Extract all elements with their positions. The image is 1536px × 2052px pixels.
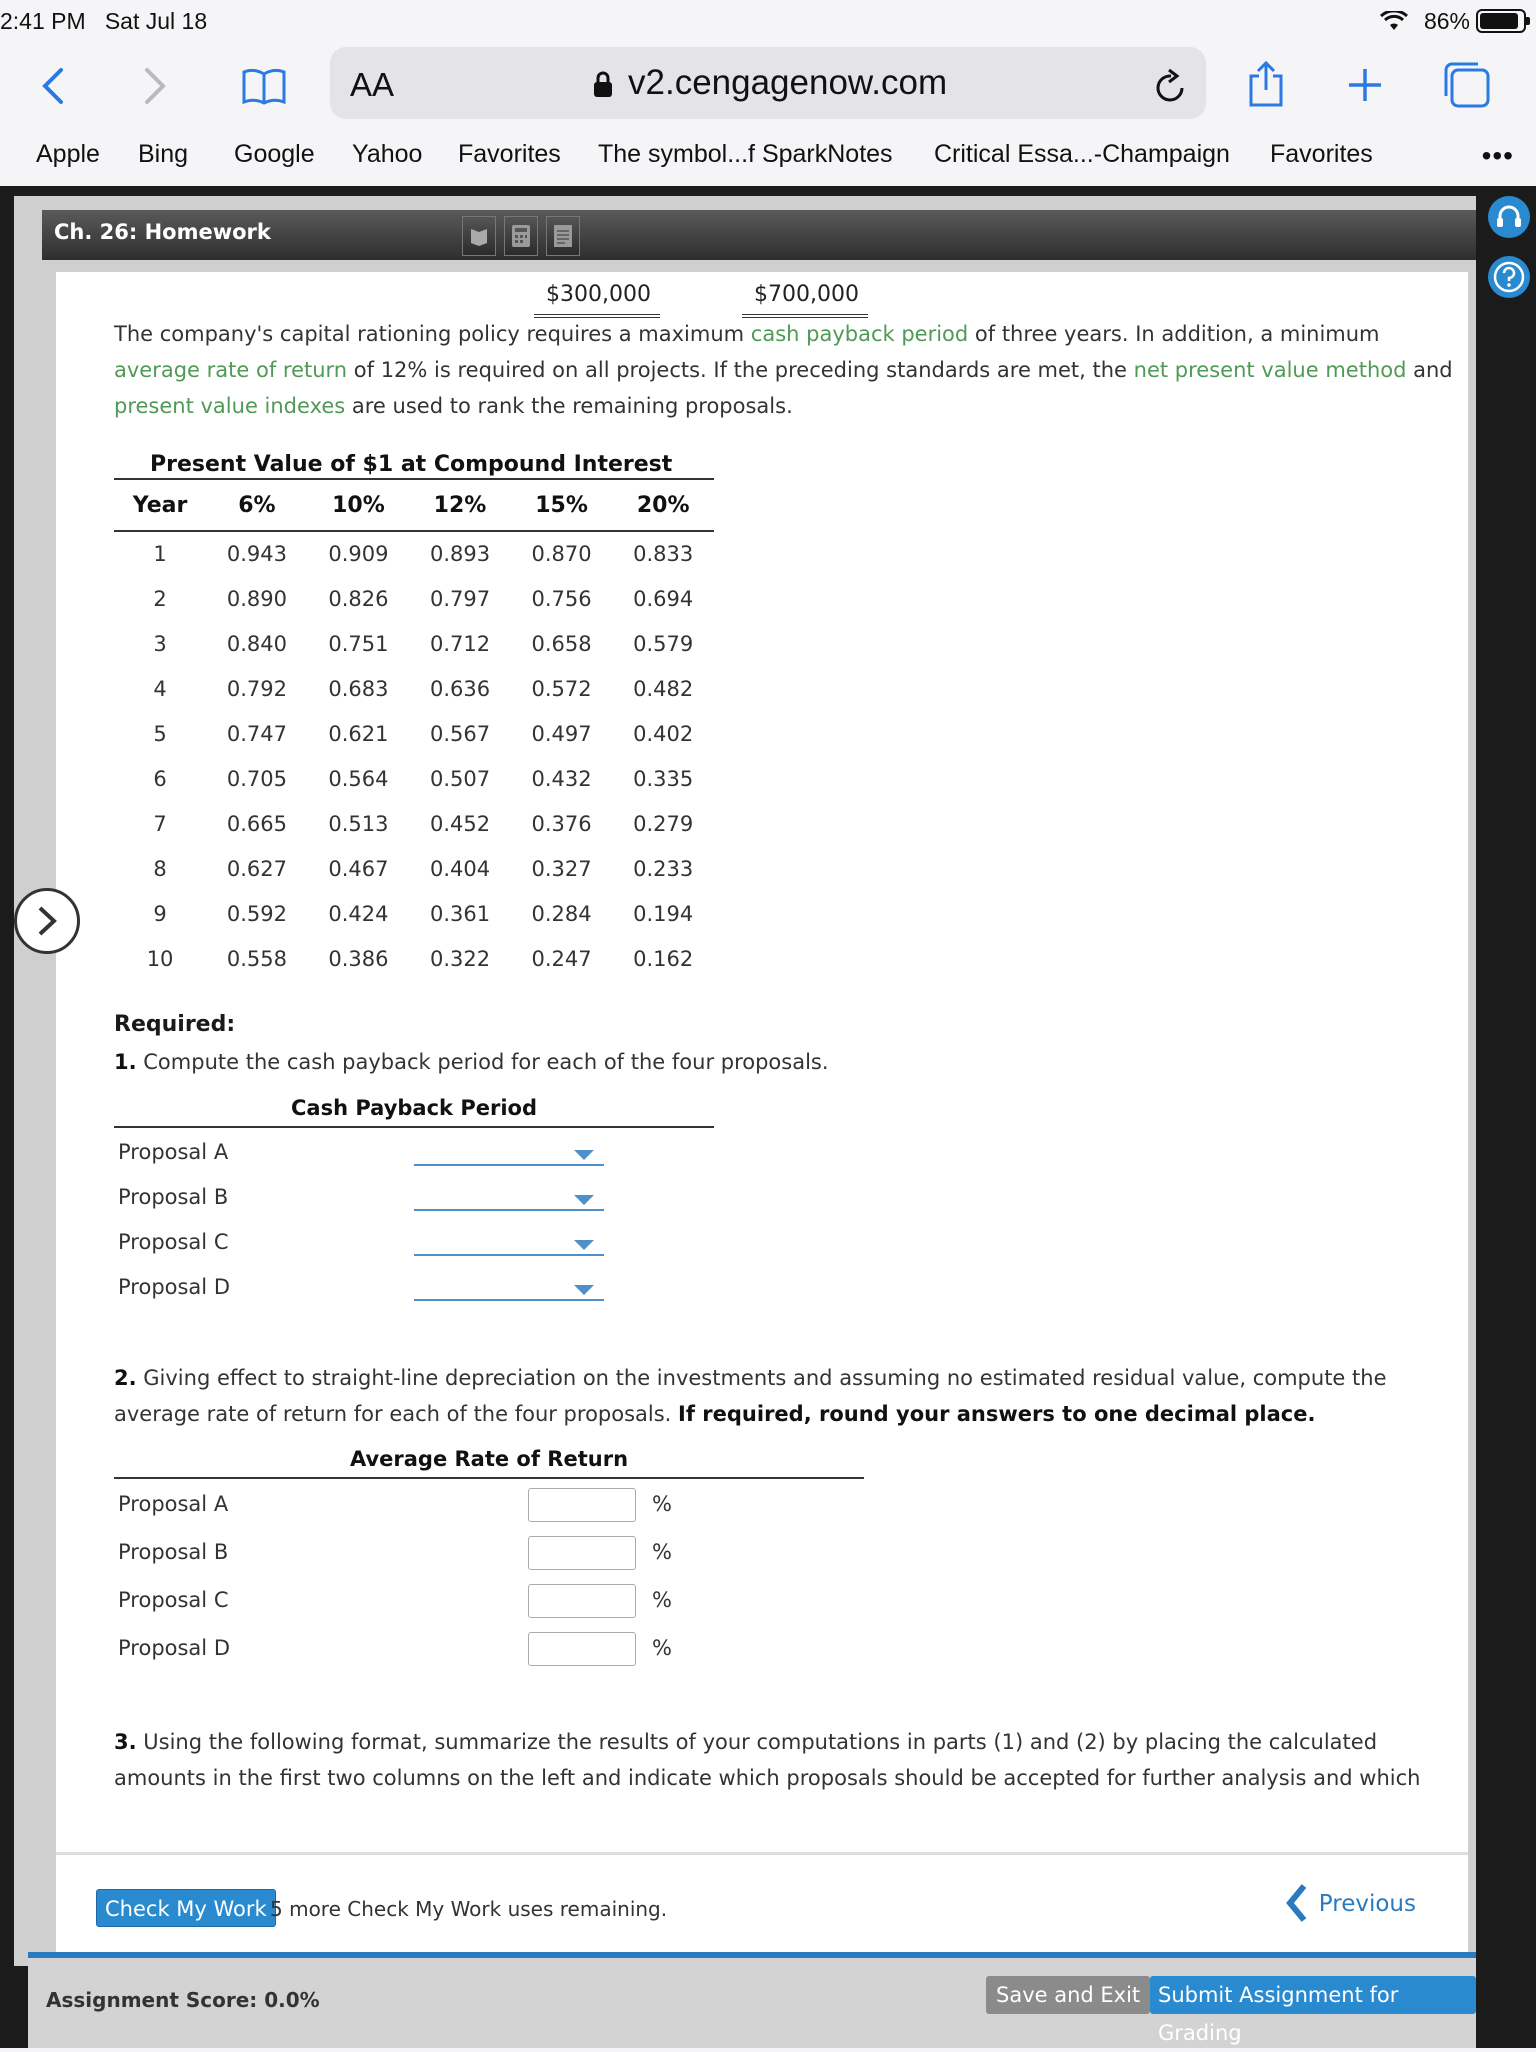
payback-label-a: Proposal A (118, 1140, 229, 1164)
pv-factor-cell: 0.792 (226, 676, 287, 701)
pv-factor-cell: 0.909 (328, 542, 389, 566)
pv-factor-cell: 0.572 (531, 676, 592, 701)
percent-sign: % (652, 1636, 672, 1660)
chevron-down-icon (574, 1285, 594, 1295)
pv-column-header: 20% (612, 479, 714, 531)
battery-icon (1476, 9, 1526, 33)
arr-input-b[interactable] (528, 1536, 636, 1570)
table-row (114, 846, 714, 891)
payback-label-b: Proposal B (118, 1185, 229, 1209)
pv-factor-cell: 0.233 (633, 856, 694, 881)
pv-factor-cell: 0.567 (429, 721, 491, 746)
url-text[interactable]: v2.cengagenow.com (628, 63, 948, 102)
payback-header: Cash Payback Period (291, 1096, 537, 1120)
pv-factor-cell: 0.497 (531, 721, 592, 746)
glossary-link[interactable]: net present value method (1133, 358, 1407, 382)
back-icon[interactable] (30, 62, 78, 110)
arr-input-a[interactable] (528, 1488, 636, 1522)
support-icon[interactable] (1488, 196, 1530, 238)
pv-factor-cell: 0.507 (429, 766, 491, 791)
table-row (114, 711, 714, 756)
pv-table-title: Present Value of $1 at Compound Interest (150, 452, 673, 477)
share-icon[interactable] (1246, 60, 1286, 108)
favorite-favorites-2[interactable]: Favorites (1270, 140, 1373, 168)
pv-factor-cell: 0.751 (328, 631, 389, 656)
notes-icon[interactable] (546, 216, 580, 256)
pv-factor-cell: 0.756 (531, 586, 592, 611)
help-icon[interactable] (1488, 256, 1530, 298)
pv-factor-cell: 0.747 (226, 721, 287, 746)
pv-year-cell: 3 (153, 631, 167, 656)
glossary-link[interactable]: average rate of return (114, 358, 348, 382)
amount-2: $700,000 (754, 282, 859, 307)
table-row (114, 621, 714, 666)
percent-sign: % (652, 1540, 672, 1564)
pv-factor-cell: 0.322 (429, 946, 491, 971)
new-tab-icon[interactable] (1346, 66, 1384, 104)
pv-column-header: 6% (206, 479, 308, 531)
pv-factor-cell: 0.558 (226, 946, 287, 971)
pv-factor-cell: 0.943 (226, 542, 287, 566)
table-row (114, 666, 714, 711)
save-and-exit-button[interactable]: Save and Exit (986, 1976, 1150, 2014)
web-page (0, 186, 1536, 2048)
pv-year-cell: 4 (153, 676, 167, 701)
arr-input-d[interactable] (528, 1632, 636, 1666)
table-row (114, 531, 714, 576)
payback-header-line (114, 1126, 714, 1128)
pv-factor-cell: 0.826 (328, 586, 389, 611)
table-row (114, 801, 714, 846)
pv-year-cell: 6 (153, 766, 167, 791)
pv-year-cell: 1 (153, 542, 167, 566)
required-heading: Required: (114, 1012, 236, 1037)
pv-factor-cell: 0.665 (226, 811, 287, 836)
pv-factor-cell: 0.658 (531, 631, 592, 656)
pv-factor-cell: 0.564 (328, 766, 389, 791)
pv-factor-cell: 0.432 (531, 766, 592, 791)
favorite-apple[interactable]: Apple (36, 140, 100, 168)
favorite-favorites[interactable]: Favorites (458, 140, 561, 168)
pv-factor-cell: 0.467 (328, 856, 389, 881)
tabs-icon[interactable] (1442, 60, 1492, 110)
favorite-bing[interactable]: Bing (138, 140, 189, 168)
favorite-yahoo[interactable]: Yahoo (352, 140, 423, 168)
payback-dropdown-d[interactable] (414, 1277, 604, 1301)
ebook-icon[interactable] (462, 216, 496, 256)
check-my-work-button[interactable]: Check My Work (96, 1889, 276, 1927)
pv-factor-cell: 0.627 (226, 856, 287, 881)
arr-label-a: Proposal A (118, 1492, 229, 1516)
question-1: 1. Compute the cash payback period for each of the four proposals. (114, 1050, 829, 1074)
glossary-link[interactable]: present value indexes (114, 394, 346, 418)
arr-label-c: Proposal C (118, 1588, 229, 1612)
pv-factor-cell: 0.162 (633, 946, 694, 971)
chevron-down-icon (574, 1195, 594, 1205)
arr-label-b: Proposal B (118, 1540, 229, 1564)
pv-factor-cell: 0.893 (429, 542, 491, 566)
favorite-sparknotes[interactable]: The symbol...f SparkNotes (598, 140, 893, 168)
submit-assignment-button[interactable]: Submit Assignment for Grading (1150, 1976, 1476, 2014)
favorite-critical-essays[interactable]: Critical Essa...-Champaign (934, 140, 1230, 168)
pv-factor-cell: 0.833 (633, 542, 694, 566)
pv-factor-cell: 0.284 (531, 901, 592, 926)
favorite-google[interactable]: Google (234, 140, 315, 168)
payback-dropdown-c[interactable] (414, 1232, 604, 1256)
pv-factor-cell: 0.386 (328, 946, 389, 971)
frame-header (42, 210, 1476, 260)
pv-factor-cell: 0.361 (429, 901, 491, 926)
pv-factor-cell: 0.705 (226, 766, 287, 791)
pv-column-header: 10% (308, 479, 410, 531)
reload-icon[interactable] (1154, 68, 1188, 104)
pv-factor-cell: 0.452 (429, 811, 491, 836)
percent-sign: % (652, 1492, 672, 1516)
bottom-action-bar (56, 1852, 1468, 1952)
header-tools (462, 216, 580, 256)
bookmarks-icon[interactable] (240, 62, 288, 110)
chevron-down-icon (574, 1150, 594, 1160)
payback-dropdown-b[interactable] (414, 1187, 604, 1211)
pv-year-cell: 2 (153, 586, 167, 611)
pv-factor-cell: 0.335 (633, 766, 694, 791)
payback-label-d: Proposal D (118, 1275, 230, 1299)
pv-factor-cell: 0.870 (531, 542, 592, 566)
pv-factor-cell: 0.712 (429, 631, 491, 656)
table-row (114, 576, 714, 621)
pv-factor-cell: 0.636 (429, 676, 491, 701)
payback-label-c: Proposal C (118, 1230, 229, 1254)
arr-label-d: Proposal D (118, 1636, 230, 1660)
pv-factor-cell: 0.327 (531, 856, 592, 881)
payback-dropdown-a[interactable] (414, 1142, 604, 1166)
pv-factor-cell: 0.247 (531, 946, 592, 971)
frame-title: Ch. 26: Homework (54, 220, 271, 244)
favorites-bar (0, 130, 1536, 180)
pv-factor-cell: 0.683 (328, 676, 389, 701)
pv-year-cell: 5 (153, 721, 167, 746)
pv-column-header: 15% (511, 479, 613, 531)
glossary-link[interactable]: cash payback period (750, 322, 969, 346)
percent-sign: % (652, 1588, 672, 1612)
remaining-uses-text: 5 more Check My Work uses remaining. (270, 1897, 668, 1921)
pv-factor-cell: 0.579 (633, 631, 694, 656)
arr-input-c[interactable] (528, 1584, 636, 1618)
amount-1: $300,000 (546, 282, 651, 307)
wifi-icon (1380, 11, 1408, 31)
question-content (56, 272, 1468, 1852)
policy-paragraph: The company's capital rationing policy requires a maximum cash payback period of three years. In addition, a minimum average rate of return of 12% is required on all projects. If the preceding standards are met, the net present value method and present value indexes are used to rank the remaining proposals. (114, 322, 1453, 418)
battery-percent: 86% (1423, 8, 1470, 34)
more-icon[interactable]: ••• (1481, 140, 1514, 171)
pv-column-header: 12% (409, 479, 511, 531)
previous-button[interactable]: Previous (1318, 1891, 1416, 1917)
pv-factor-cell: 0.592 (226, 901, 287, 926)
calculator-icon[interactable] (504, 216, 538, 256)
pv-factor-cell: 0.424 (328, 901, 389, 926)
pv-factor-cell: 0.840 (226, 631, 287, 656)
reader-options-button[interactable]: AA (350, 66, 395, 103)
assignment-footer (28, 1958, 1476, 2048)
assignment-score: Assignment Score: 0.0% (46, 1988, 320, 2012)
pv-factor-cell: 0.890 (226, 586, 287, 611)
question-3: 3. Using the following format, summarize the results of your computations in parts (1) and (2) by placing the calculated amounts in the first two columns on the left and indicate which proposals should be accepted for further analysis and which (114, 1730, 1421, 1790)
pv-factor-cell: 0.194 (633, 901, 694, 926)
pv-year-cell: 7 (153, 811, 167, 836)
pv-factor-cell: 0.482 (633, 676, 694, 701)
pv-factor-cell: 0.404 (429, 856, 491, 881)
table-row (114, 891, 714, 936)
table-row (114, 936, 714, 981)
pv-column-header: Year (114, 479, 206, 531)
question-2: 2. Giving effect to straight-line depreciation on the investments and assuming no estimated residual value, compute the average rate of return for each of the four proposals. If required, round your answers to one decimal place. (114, 1366, 1387, 1426)
pv-factor-cell: 0.694 (633, 586, 694, 611)
pv-year-cell: 8 (153, 856, 167, 881)
expand-panel-icon[interactable] (14, 888, 80, 954)
pv-year-cell: 10 (146, 946, 174, 971)
table-row (114, 756, 714, 801)
pv-factor-cell: 0.621 (328, 721, 389, 746)
arr-header: Average Rate of Return (349, 1447, 629, 1471)
forward-icon[interactable] (130, 62, 178, 110)
chevron-down-icon (574, 1240, 594, 1250)
lock-icon (592, 70, 614, 98)
chevron-left-icon[interactable] (1284, 1883, 1308, 1923)
status-time: 2:41 PM Sat Jul 18 (0, 8, 208, 34)
assignment-frame (14, 196, 1476, 2045)
status-bar (0, 0, 1536, 40)
pv-factor-cell: 0.797 (429, 586, 491, 611)
arr-header-line (114, 1477, 864, 1479)
pv-table (114, 478, 714, 981)
pv-factor-cell: 0.513 (328, 811, 389, 836)
pv-factor-cell: 0.279 (633, 811, 694, 836)
pv-year-cell: 9 (153, 901, 167, 926)
pv-factor-cell: 0.376 (531, 811, 592, 836)
pv-factor-cell: 0.402 (633, 721, 694, 746)
